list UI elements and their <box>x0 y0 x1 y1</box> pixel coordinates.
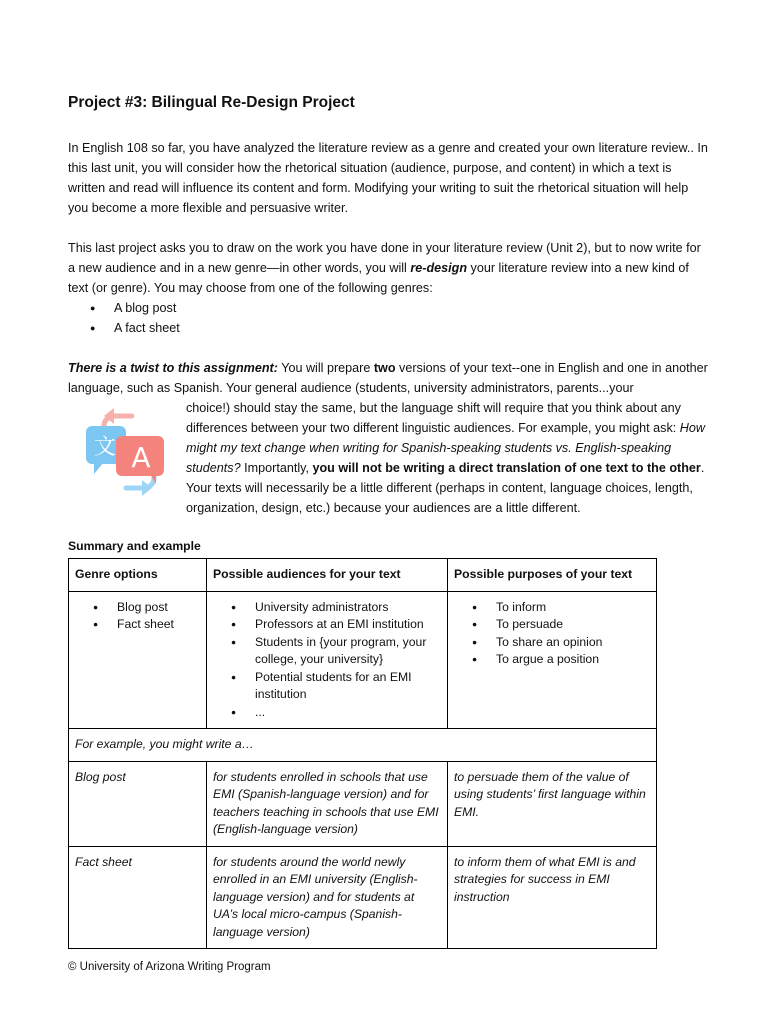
example-purpose: to persuade them of the value of using students’ first language within EMI. <box>448 761 657 846</box>
project-text-before: This last project asks you to draw on the work you have done in your literature review (Unit 2), but to now write for a new audience and in a new genre—in other words, you will <box>68 241 701 275</box>
twist-two: two <box>373 361 396 375</box>
table-row <box>69 846 657 949</box>
project-paragraph <box>68 238 708 298</box>
table-row <box>69 761 657 846</box>
glyph-chinese: 文 <box>93 435 117 460</box>
list-item: ● To inform <box>472 599 650 617</box>
summary-table <box>68 558 657 949</box>
genre-list <box>90 298 180 338</box>
example-purpose: to inform them of what EMI is and strategies for success in EMI instruction <box>448 846 657 949</box>
table-header-row <box>69 559 657 592</box>
example-audience: for students around the world newly enrolled in an EMI university (English-language version) and for students at UA’s local micro-campus (Spanish-language version) <box>207 846 448 949</box>
glyph-latin: A <box>131 441 151 474</box>
twist-text: You will prepare <box>277 361 374 375</box>
header-genre: Genre options <box>69 559 207 592</box>
twist-text: versions of your text--one in English and one in another language, such as Spanish. Your general audience (students, university administrators, parents...your <box>68 361 708 395</box>
list-item: ● Students in {your program, your college, your university} <box>231 634 441 669</box>
list-item: ● Blog post <box>93 599 200 617</box>
list-item: ● Potential students for an EMI institution <box>231 669 441 704</box>
genre-list-item: ● A fact sheet <box>90 318 180 338</box>
translate-icon <box>80 400 170 496</box>
purposes-cell <box>448 591 657 729</box>
twist-question: How might my text change when writing for Spanish-speaking students vs. English-speaking students? <box>186 421 705 475</box>
header-purposes: Possible purposes of your text <box>448 559 657 592</box>
example-genre: Blog post <box>69 761 207 846</box>
twist-paragraph <box>68 358 708 398</box>
example-label-row <box>69 729 657 762</box>
twist-continuation <box>186 398 706 518</box>
twist-text: Importantly, <box>240 461 313 475</box>
list-item: ● University administrators <box>231 599 441 617</box>
twist-text: . Your texts will necessarily be a little different (perhaps in content, language choices, length, organization, design, etc.) because your audiences are a little different. <box>186 461 705 515</box>
intro-paragraph: In English 108 so far, you have analyzed the literature review as a genre and created your own literature review.. In this last unit, you will consider how the rhetorical situation (audience, purpose, and content) in which a text is written and read will influence its content and form. Modifying your writing to suit the rhetorical situation will help you become a more flexible and persuasive writer. <box>68 141 708 215</box>
copyright-footer: © University of Arizona Writing Program <box>68 961 271 973</box>
page-title: Project #3: Bilingual Re-Design Project <box>68 94 355 111</box>
list-item: ● Fact sheet <box>93 616 200 634</box>
source-bubble-tail <box>94 462 104 474</box>
redesign-emphasis: re-design <box>410 261 468 275</box>
header-audiences: Possible audiences for your text <box>207 559 448 592</box>
example-label: For example, you might write a… <box>69 729 657 762</box>
list-item: ● To argue a position <box>472 651 650 669</box>
example-audience: for students enrolled in schools that use EMI (Spanish-language version) and for teachers teaching in schools that use EMI (English-language version) <box>207 761 448 846</box>
summary-heading: Summary and example <box>68 539 201 553</box>
list-item: ● To persuade <box>472 616 650 634</box>
no-translation-emphasis: you will not be writing a direct translation of one text to the other <box>312 461 701 475</box>
list-item: ● To share an opinion <box>472 634 650 652</box>
project-text-after: your literature review into a new kind of text (or genre). You may choose from one of the following genres: <box>68 261 689 295</box>
audiences-cell <box>207 591 448 729</box>
twist-lead: There is a twist to this assignment: <box>68 361 278 375</box>
twist-text: choice!) should stay the same, but the language shift will require that you think about any differences between your two different linguistic audiences. For example, you might ask: <box>186 401 681 435</box>
genre-options-cell <box>69 591 207 729</box>
table-row <box>69 591 657 729</box>
genre-list-item: ● A blog post <box>90 298 180 318</box>
list-item: ● ... <box>231 704 441 722</box>
list-item: ● Professors at an EMI institution <box>231 616 441 634</box>
example-genre: Fact sheet <box>69 846 207 949</box>
